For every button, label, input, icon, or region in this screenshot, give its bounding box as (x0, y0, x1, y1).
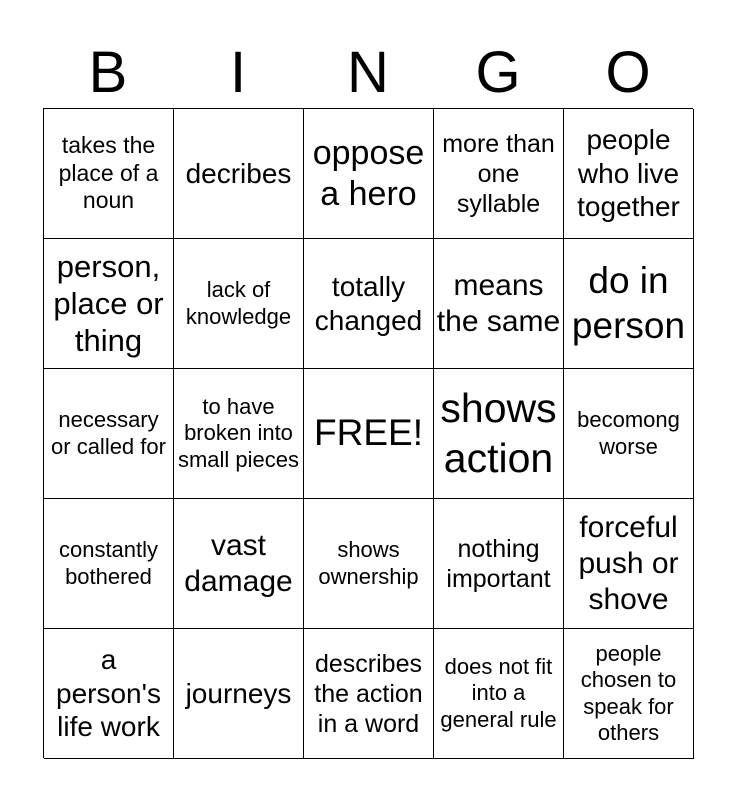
cell-text: journeys (185, 677, 292, 709)
bingo-header (43, 38, 693, 108)
cell-text: oppose a hero (312, 133, 425, 213)
bingo-cell-r4-c5[interactable] (564, 499, 694, 629)
cell-text: shows action (440, 385, 557, 481)
bingo-cell-r3-c2[interactable] (174, 369, 304, 499)
cell-text: nothing important (446, 534, 551, 593)
free-space-text: FREE! (314, 412, 423, 454)
bingo-cell-r3-c4[interactable] (434, 369, 564, 499)
cell-text: takes the place of a noun (58, 132, 159, 214)
header-letter-n: N (347, 40, 389, 105)
header-letter-g: G (475, 40, 521, 105)
cell-text: people who live together (577, 124, 680, 223)
bingo-cell-r2-c5[interactable] (564, 239, 694, 369)
bingo-cell-r1-c2[interactable] (174, 109, 304, 239)
bingo-cell-r5-c1[interactable] (44, 629, 174, 759)
cell-text: a person's life work (56, 644, 161, 743)
cell-text: does not fit into a general rule (440, 653, 557, 732)
bingo-cell-r3-c5[interactable] (564, 369, 694, 499)
bingo-cell-r4-c3[interactable] (304, 499, 434, 629)
bingo-cell-r2-c1[interactable] (44, 239, 174, 369)
cell-text: constantly bothered (58, 537, 159, 589)
cell-text: to have broken into small pieces (177, 393, 300, 472)
bingo-cell-r2-c3[interactable] (304, 239, 434, 369)
cell-text: do in person (571, 260, 686, 346)
bingo-cell-r1-c1[interactable] (44, 109, 174, 239)
cell-text: shows ownership (318, 537, 419, 589)
bingo-cell-r4-c2[interactable] (174, 499, 304, 629)
cell-text: describes the action in a word (314, 649, 423, 738)
bingo-cell-r5-c4[interactable] (434, 629, 564, 759)
cell-text: totally changed (314, 270, 423, 336)
cell-text: decribes (185, 157, 292, 189)
bingo-cell-r3-c1[interactable] (44, 369, 174, 499)
header-letter-b: B (88, 40, 128, 105)
bingo-cell-r1-c3[interactable] (304, 109, 434, 239)
cell-text: more than one syllable (442, 129, 555, 218)
bingo-board (43, 108, 693, 758)
bingo-cell-r1-c4[interactable] (434, 109, 564, 239)
bingo-cell-r4-c4[interactable] (434, 499, 564, 629)
bingo-cell-r4-c1[interactable] (44, 499, 174, 629)
cell-text: becomong worse (577, 407, 680, 459)
bingo-cell-r5-c5[interactable] (564, 629, 694, 759)
cell-text: lack of knowledge (185, 277, 292, 329)
bingo-cell-r5-c2[interactable] (174, 629, 304, 759)
cell-text: people chosen to speak for others (580, 640, 677, 745)
cell-text: necessary or called for (51, 407, 166, 459)
bingo-cell-r1-c5[interactable] (564, 109, 694, 239)
cell-text: means the same (436, 268, 561, 338)
cell-text: vast damage (184, 528, 293, 598)
bingo-cell-r2-c2[interactable] (174, 239, 304, 369)
bingo-cell-r5-c3[interactable] (304, 629, 434, 759)
bingo-cell-r3-c3[interactable] (304, 369, 434, 499)
header-letter-o: O (605, 40, 651, 105)
cell-text: person, place or thing (53, 248, 164, 359)
cell-text: forceful push or shove (578, 510, 679, 616)
bingo-cell-r2-c4[interactable] (434, 239, 564, 369)
header-letter-i: I (229, 40, 247, 105)
